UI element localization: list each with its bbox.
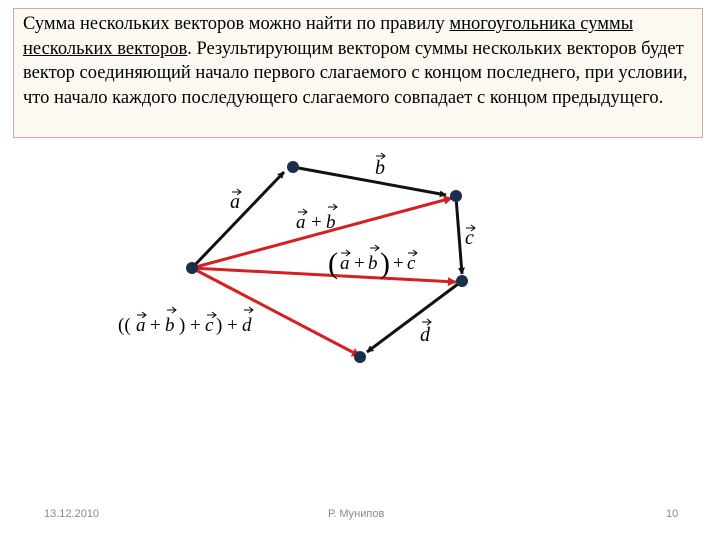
label-sum-abcd-plus3: + [227,315,238,336]
definition-text-start: Сумма нескольких векторов можно найти по правилу [23,14,450,34]
label-vector-d [420,319,431,346]
footer-page-number: 10 [666,508,679,520]
point-start [186,262,198,274]
label-sum-abc-lparen: ( [328,247,338,280]
label-sum-abc-b: b [368,253,378,274]
point-end-c [456,275,468,287]
point-end-a [287,161,299,173]
sum-abc-arrow [192,268,456,282]
label-sum-abcd-a: a [136,315,146,336]
vector-a-arrow [192,172,284,268]
label-sum-abcd-b: b [165,315,175,336]
vector-c-arrow [456,197,462,274]
vector-b-arrow [293,167,446,195]
label-sum-ab [296,204,337,233]
label-vector-a [230,189,241,213]
label-sum-ab-a: a [296,212,306,233]
label-sum-abcd-plus1: + [150,315,161,336]
label-sum-abcd-rparen1: ) [179,315,186,336]
point-end-d [354,351,366,363]
footer-author: Р. Мунипов [328,508,385,520]
label-sum-abc-plus2: + [393,253,404,274]
label-sum-abcd-c: c [205,315,214,336]
label-a-text: a [230,191,240,213]
label-sum-abcd-plus2: + [190,315,201,336]
label-sum-abcd-lparens: (( [118,315,131,336]
label-sum-abcd [118,307,253,336]
label-sum-abc-rparen: ) [380,247,390,280]
label-sum-abc-a: a [340,253,350,274]
label-sum-ab-plus: + [311,212,322,233]
label-b-text: b [375,157,385,179]
label-c-text: c [465,227,474,249]
label-d-text: d [420,324,430,346]
label-sum-ab-b: b [326,212,336,233]
label-vector-b [375,153,385,179]
sum-abcd-arrow [192,268,360,356]
label-sum-abcd-d: d [242,315,252,336]
point-end-b [450,190,462,202]
label-sum-abc-c: c [407,253,416,274]
label-vector-c [465,225,475,249]
footer-date: 13.12.2010 [44,508,100,520]
label-sum-abc-plus1: + [354,253,365,274]
definition-link-phrase: многоугольника суммы нескольких векторов [23,14,634,59]
definition-text-end: . Результирующим вектором суммы нескольких векторов будет вектор соединяющий начало первого слагаемого с концом последнего, при условии, что начало каждого последующего слагаемого совпадает с концом предыдущего. [23,38,688,108]
label-sum-abcd-rparen2: ) [216,315,223,336]
vector-d-arrow [367,281,462,352]
